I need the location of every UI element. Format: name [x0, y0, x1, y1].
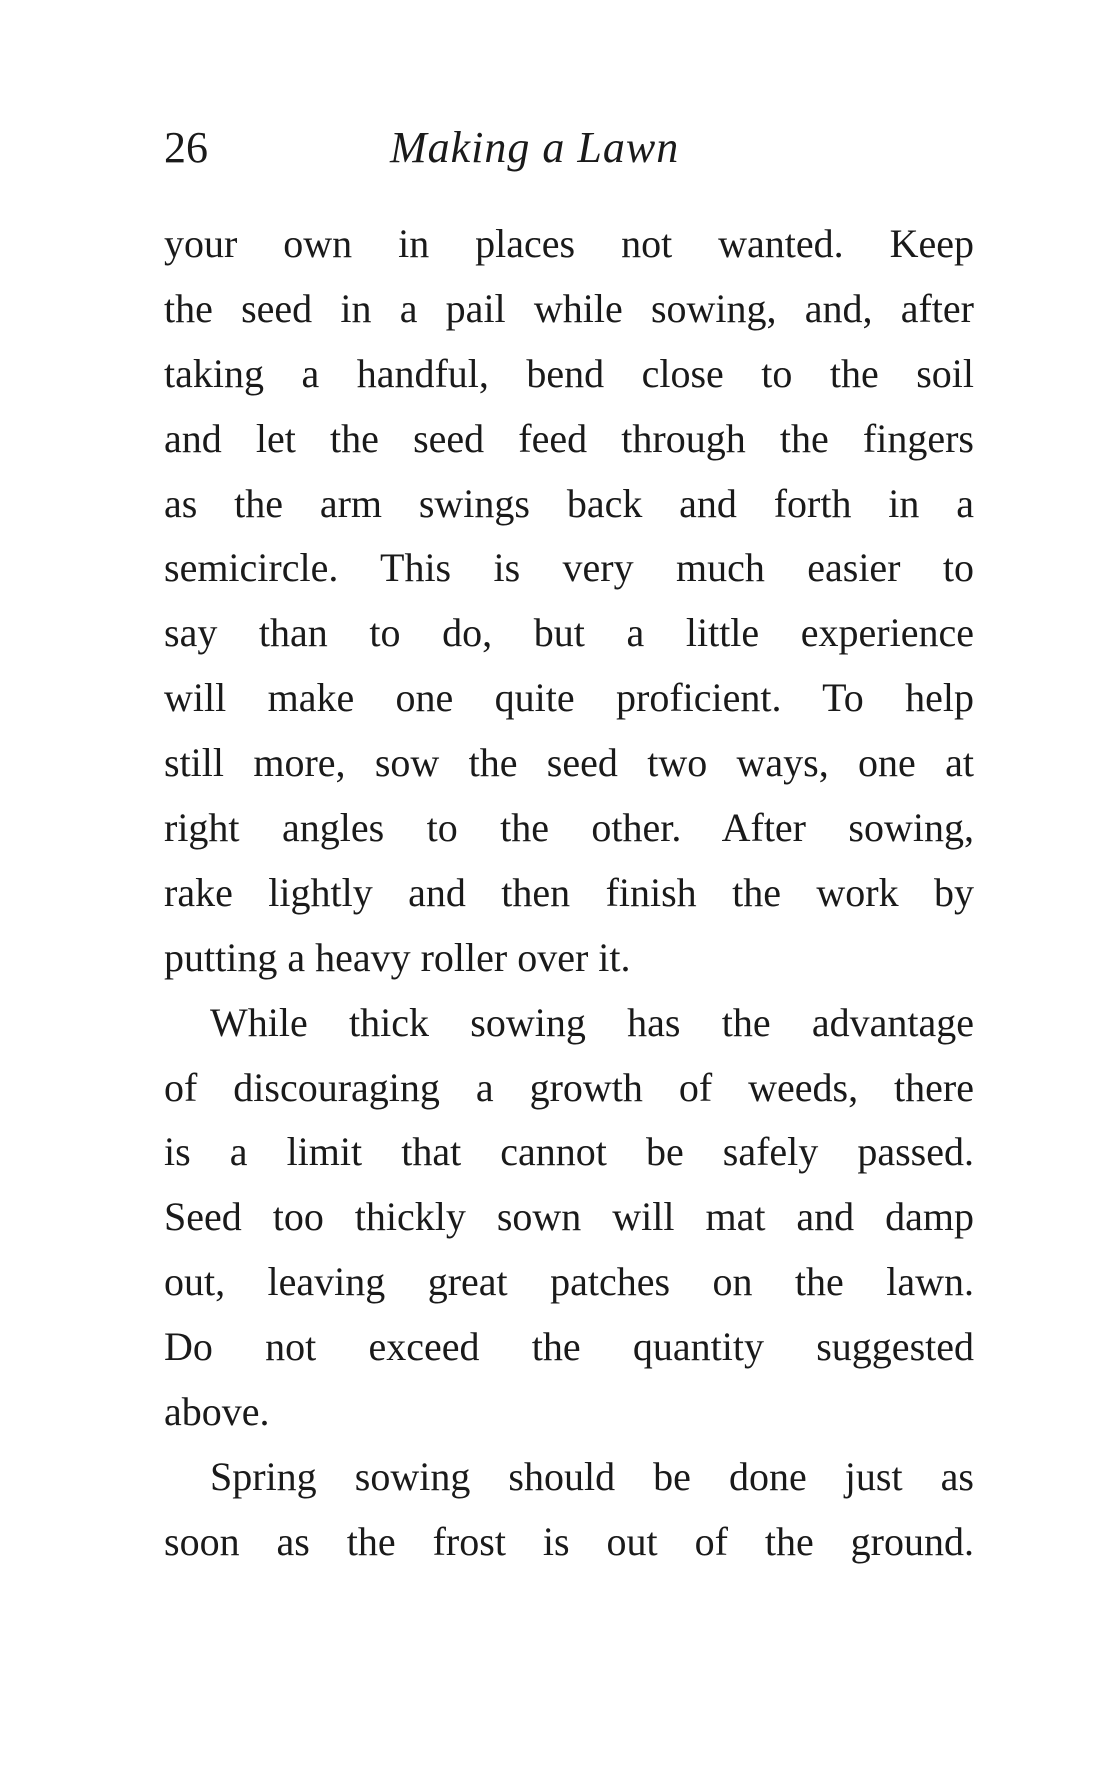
text-line: right angles to the other. After sowing, [164, 805, 974, 851]
running-title: Making a Lawn [390, 123, 680, 172]
text-line: putting a heavy roller over it. [164, 934, 631, 980]
text-line: taking a handful, bend close to the soil [164, 350, 974, 396]
paragraph-1 [164, 212, 974, 991]
body-text [164, 212, 974, 1575]
page-number: 26 [164, 123, 208, 172]
text-line: and let the seed feed through the fingers [164, 415, 974, 461]
paragraph-2 [164, 991, 974, 1445]
text-line: above. [164, 1389, 270, 1435]
text-line: Do not exceed the quantity suggested [164, 1324, 974, 1370]
text-line: semicircle. This is very much easier to [164, 545, 974, 591]
text-line: soon as the frost is out of the ground. [164, 1518, 974, 1564]
paragraph-3 [164, 1445, 974, 1575]
page-header [164, 118, 974, 178]
text-line: your own in places not wanted. Keep [164, 221, 974, 266]
text-line: of discouraging a growth of weeds, there [164, 1064, 974, 1110]
text-line: will make one quite proficient. To help [164, 675, 974, 721]
text-line: While thick sowing has the advantage [210, 999, 974, 1045]
text-line: out, leaving great patches on the lawn. [164, 1259, 974, 1305]
text-line: is a limit that cannot be safely passed. [164, 1129, 974, 1175]
text-line: as the arm swings back and forth in a [164, 480, 974, 526]
text-line: still more, sow the seed two ways, one at [164, 740, 974, 786]
text-line: Spring sowing should be done just as [210, 1453, 974, 1499]
text-line: rake lightly and then finish the work by [164, 869, 974, 915]
text-line: Seed too thickly sown will mat and damp [164, 1194, 974, 1240]
text-line: say than to do, but a little experience [164, 610, 974, 656]
text-line: the seed in a pail while sowing, and, after [164, 285, 974, 331]
